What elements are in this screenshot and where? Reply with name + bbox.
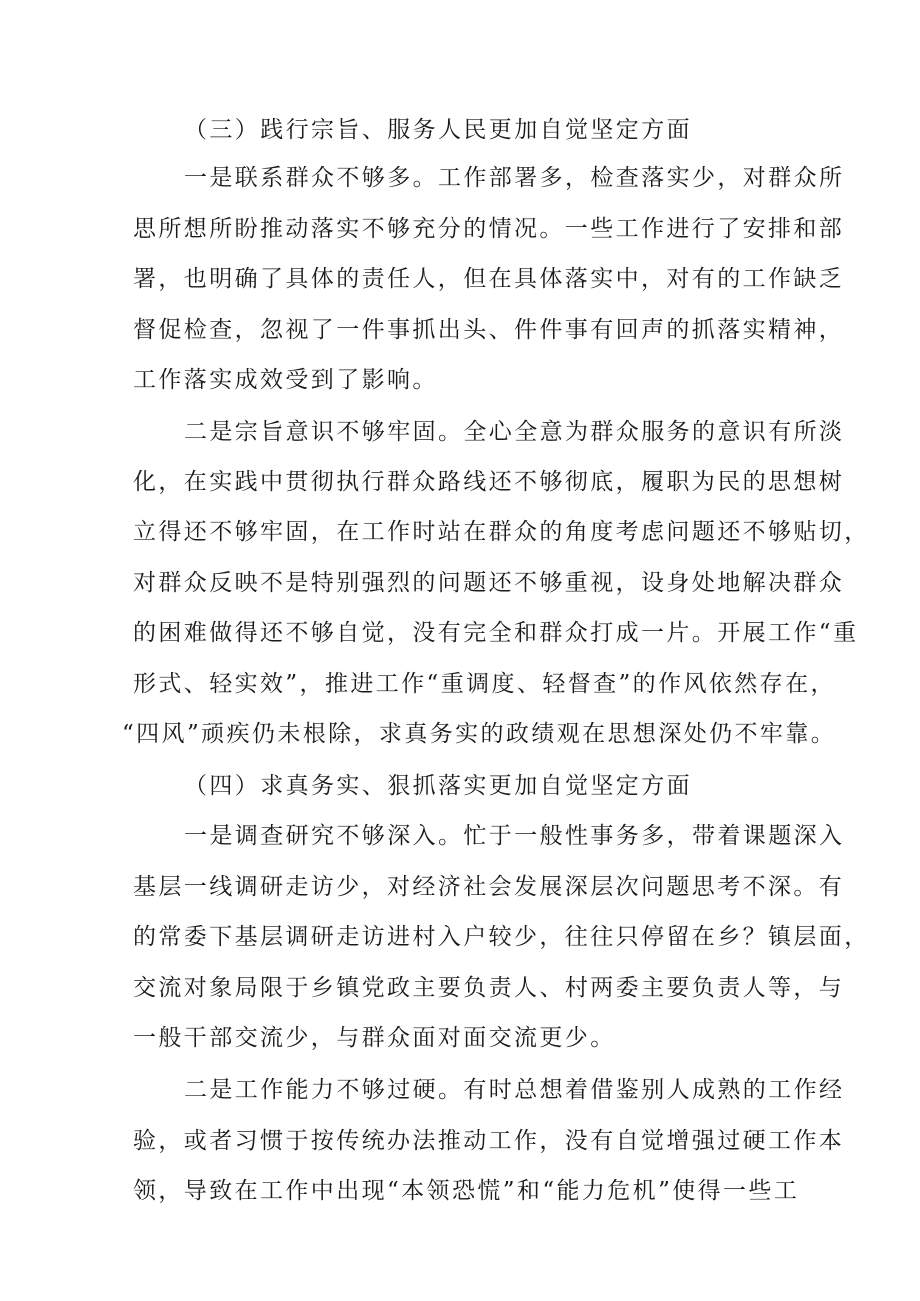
paragraph-line: 形式、轻实效”，推进工作“重调度、轻督查”的作风依然存在， (133, 671, 836, 697)
paragraph-line: 署，也明确了具体的责任人，但在具体落实中，对有的工作缺乏 (133, 266, 845, 292)
paragraph-line: 一是调查研究不够深入。忙于一般性事务多，带着课题深入 (184, 823, 845, 849)
paragraph-line: 领，导致在工作中出现“本领恐慌”和“能力危机”使得一些工 (133, 1178, 800, 1204)
section-heading-4: （四）求真务实、狠抓落实更加自觉坚定方面 (184, 773, 692, 799)
section-heading-3: （三）践行宗旨、服务人民更加自觉坚定方面 (184, 117, 692, 143)
paragraph-line: 一般干部交流少，与群众面对面交流更少。 (133, 1025, 616, 1051)
paragraph-line: 工作落实成效受到了影响。 (133, 367, 438, 393)
paragraph-line: 督促检查，忽视了一件事抓出头、件件事有回声的抓落实精神， (133, 317, 845, 343)
paragraph-line: 思所想所盼推动落实不够充分的情况。一些工作进行了安排和部 (133, 216, 845, 242)
paragraph-line: 立得还不够牢固，在工作时站在群众的角度考虑问题还不够贴切， (133, 519, 870, 545)
paragraph-line: 交流对象局限于乡镇党政主要负责人、村两委主要负责人等，与 (133, 975, 845, 1001)
paragraph-line: 二是工作能力不够过硬。有时总想着借鉴别人成熟的工作经 (184, 1077, 845, 1103)
paragraph-line: 一是联系群众不够多。工作部署多，检查落实少，对群众所 (184, 165, 845, 191)
paragraph-line: 的困难做得还不够自觉，没有完全和群众打成一片。开展工作“重 (133, 620, 859, 646)
paragraph-line: 的常委下基层调研走访进村入户较少，往往只停留在乡？镇层面， (133, 924, 870, 950)
paragraph-line: 对群众反映不是特别强烈的问题还不够重视，设身处地解决群众 (133, 570, 845, 596)
paragraph-line: 基层一线调研走访少，对经济社会发展深层次问题思考不深。有 (133, 874, 845, 900)
paragraph-line: 验，或者习惯于按传统办法推动工作，没有自觉增强过硬工作本 (133, 1128, 845, 1154)
paragraph-line: “四风”顽疾仍未根除，求真务实的政绩观在思想深处仍不牢靠。 (122, 721, 837, 747)
paragraph-line: 二是宗旨意识不够牢固。全心全意为群众服务的意识有所淡 (184, 419, 845, 445)
paragraph-line: 化，在实践中贯彻执行群众路线还不够彻底，履职为民的思想树 (133, 469, 845, 495)
